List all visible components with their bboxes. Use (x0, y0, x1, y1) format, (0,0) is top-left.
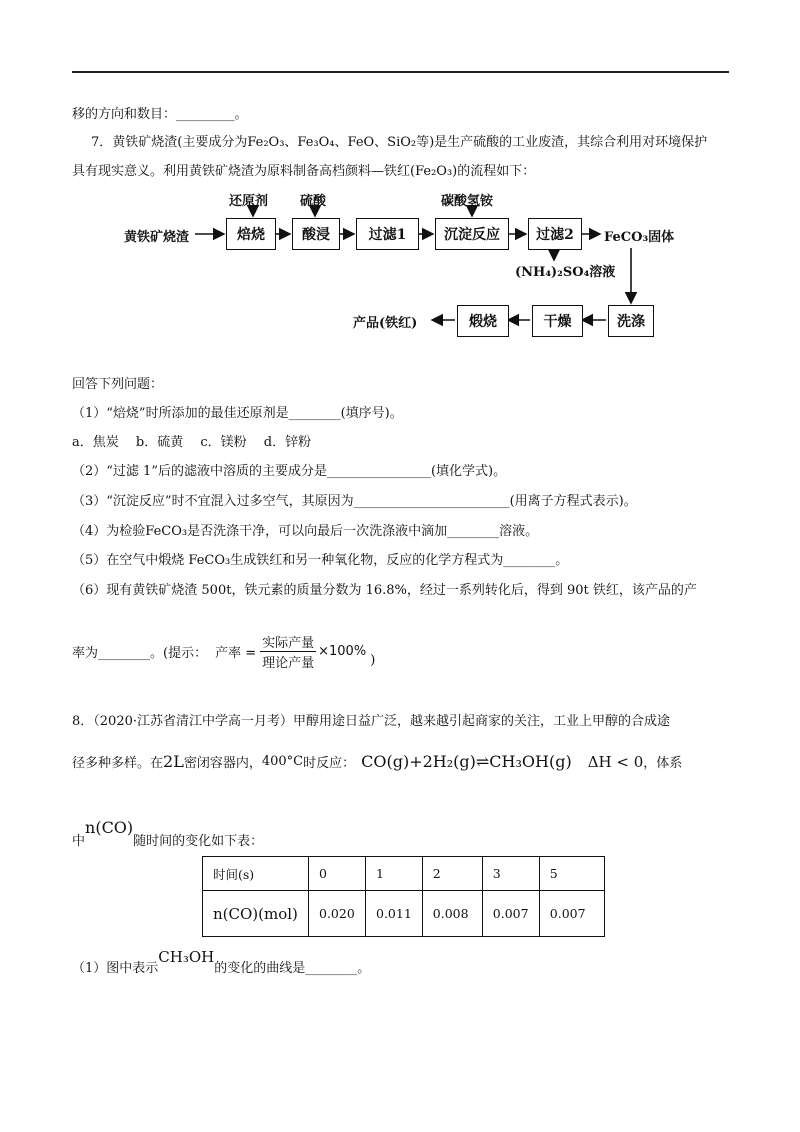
flow-box-filter-2: 过滤2 (528, 218, 582, 250)
volume-value: 2L (163, 752, 184, 771)
answer-prompt: 回答下列问题： (72, 377, 164, 392)
flow-input-sulfuric-acid: 硫酸 (300, 194, 327, 209)
question-7-5: （5）在空气中煅烧 FeCO₃生成铁红和另一种氧化物，反应的化学方程式为________。 (72, 553, 569, 568)
flow-box-calcine: 煅烧 (457, 305, 509, 337)
question-7-2: （2）“过滤 1”后的滤液中溶质的主要成分是________________(填化学式)。 (72, 464, 507, 479)
table-cell: 0.007 (482, 891, 539, 937)
table-cell: 0.008 (422, 891, 482, 937)
flow-product-label: 产品(铁红) (353, 316, 418, 331)
hint-fraction (260, 632, 316, 671)
question-7-4: （4）为检验FeCO₃是否洗涤干净，可以向最后一次洗涤液中滴加________溶液。 (72, 524, 539, 539)
question-7-6-cont (72, 632, 375, 671)
table-cell: 2 (422, 857, 482, 891)
q8-1-text-a: （1）图中表示 (72, 961, 159, 976)
table-cell: 0.020 (309, 891, 366, 937)
q8-text-d: ，体系 (643, 756, 683, 771)
table-cell: n(CO)(mol) (203, 891, 309, 937)
question-7-intro: 7．黄铁矿烧渣(主要成分为Fe₂O₃、Fe₃O₄、FeO、SiO₂等)是生产硫酸的工业废渣，其综合利用对环境保护 (91, 135, 708, 150)
hint-numerator: 实际产量 (260, 632, 316, 652)
q8-text-b: 密闭容器内， (183, 756, 262, 771)
table-cell: 0.007 (539, 891, 604, 937)
question-8-line-2 (72, 752, 682, 771)
flow-box-precipitation: 沉淀反应 (435, 218, 509, 250)
table-cell: 1 (366, 857, 423, 891)
flow-input-reductant: 还原剂 (229, 194, 269, 209)
flow-input-ammonium-bicarbonate: 碳酸氢铵 (441, 194, 494, 209)
q8-1-text-b: 的变化的曲线是________。 (214, 961, 371, 976)
flow-box-wash: 洗涤 (608, 305, 654, 337)
flow-start-label: 黄铁矿烧渣 (124, 230, 190, 245)
q8-text-f: 随时间的变化如下表： (133, 834, 264, 849)
table-row (203, 891, 605, 937)
data-table (202, 856, 605, 937)
question-8-line-3 (72, 818, 263, 851)
q8-text-c: 时反应： (303, 756, 356, 771)
flow-byproduct-label: (NH₄)₂SO₄溶液 (515, 265, 616, 280)
question-7-3: （3）“沉淀反应”时不宜混入过多空气，其原因为________________________(用离子方程式表示)。 (72, 494, 637, 509)
flow-box-roast: 焙烧 (226, 218, 276, 250)
table-header-row (203, 857, 605, 891)
question-7-6-text: 率为________。(提示： (72, 646, 208, 661)
table-cell: 3 (482, 857, 539, 891)
table-cell: 时间(s) (203, 857, 309, 891)
hint-close: ) (370, 653, 376, 668)
flow-box-dry: 干燥 (532, 305, 583, 337)
question-7-1-options: a．焦炭 b．硫黄 c．镁粉 d．锌粉 (72, 435, 312, 450)
q8-text-e: 中 (72, 834, 86, 849)
text-line: 移的方向和数目：_________。 (72, 107, 248, 122)
flow-box-filter-1: 过滤1 (356, 218, 419, 250)
question-8-1 (72, 948, 370, 978)
flow-box-acid-leach: 酸浸 (292, 218, 340, 250)
ch3oh-symbol: CH₃OH (158, 948, 215, 966)
hint-lhs: 产率 = (215, 646, 257, 661)
reaction-equation: CO(g)+2H₂(g)⇌CH₃OH(g) (361, 752, 572, 771)
question-7-1: （1）“焙烧”时所添加的最佳还原剂是________(填序号)。 (72, 406, 403, 421)
flow-arrows (0, 0, 800, 360)
hint-multiplier: ×100% (318, 644, 367, 659)
question-8: 8．（2020·江苏省清江中学高一月考）甲醇用途日益广泛，越来越引起商家的关注，工业上甲醇的合成途 (72, 714, 670, 729)
table-cell: 0.011 (366, 891, 423, 937)
question-7-intro-cont: 具有现实意义。利用黄铁矿烧渣为原料制备高档颜料—铁红(Fe₂O₃)的流程如下： (72, 164, 536, 179)
table-cell: 5 (539, 857, 604, 891)
q8-text-a: 径多种多样。在 (72, 756, 164, 771)
enthalpy-change: ΔH < 0 (587, 752, 644, 771)
flow-feco3-label: FeCO₃固体 (604, 230, 675, 245)
question-7-6: （6）现有黄铁矿烧渣 500t，铁元素的质量分数为 16.8%，经过一系列转化后，得到 90t 铁红，该产品的产 (72, 583, 697, 598)
nco-symbol: n(CO) (85, 818, 134, 837)
table-cell: 0 (309, 857, 366, 891)
temperature-value: 400°C (261, 754, 304, 769)
hint-denominator: 理论产量 (262, 656, 315, 671)
